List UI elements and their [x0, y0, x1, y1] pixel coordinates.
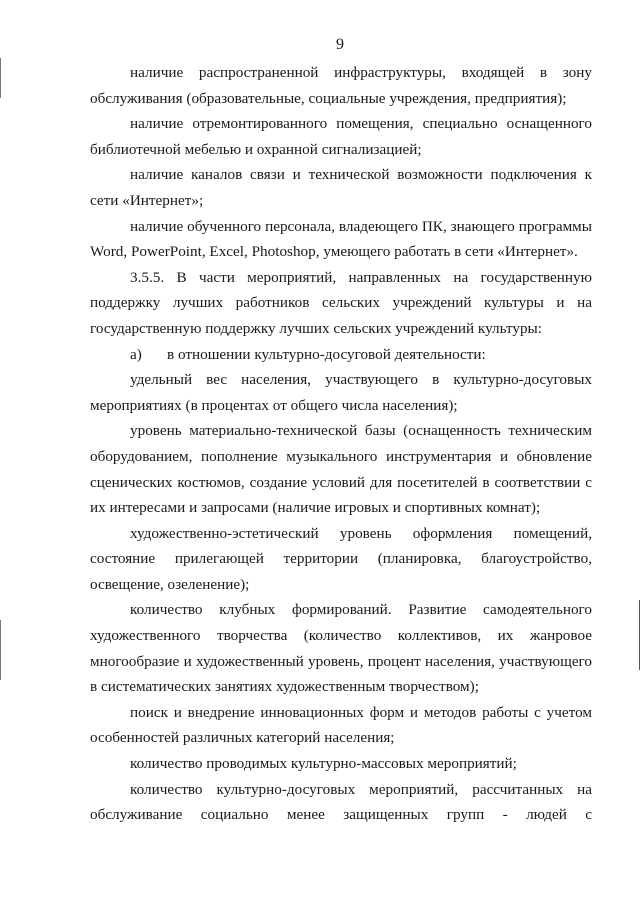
paragraph-aesthetic-level: художественно-эстетический уровень оформления помещений, состояние прилегающей территории (планировка, благоустройство, освещение, озеленение);	[90, 524, 592, 593]
paragraph-vulnerable-groups: количество культурно-досуговых мероприятий, рассчитанных на обслуживание социально менее защищенных групп - людей с	[90, 780, 592, 824]
page-number: 9	[336, 36, 344, 53]
paragraph-section-3-5-5: 3.5.5. В части мероприятий, направленных на государственную поддержку лучших работников сельских учреждений культуры и на государственную поддержку лучших сельских учреждений культуры:	[90, 268, 592, 337]
paragraph-internet: наличие каналов связи и технической возможности подключения к сети «Интернет»;	[90, 166, 592, 209]
paragraph-infrastructure: наличие распространенной инфраструктуры, входящей в зону обслуживания (образовательные, социальные учреждения, предприятия);	[90, 64, 592, 107]
scan-edge-mark	[0, 620, 1, 680]
paragraph-participation-share: удельный вес населения, участвующего в культурно-досуговых мероприятиях (в процентах от общего числа населения);	[90, 371, 592, 414]
scan-edge-mark	[0, 58, 1, 98]
paragraph-innovative-forms: поиск и внедрение инновационных форм и методов работы с учетом особенностей различных категорий населения;	[90, 703, 592, 747]
paragraph-premises: наличие отремонтированного помещения, специально оснащенного библиотечной мебелью и охранной сигнализацией;	[90, 115, 592, 158]
paragraph-club-formations: количество клубных формирований. Развитие самодеятельного художественного творчества (количество коллективов, их жанровое многообразие и художественный уровень, процент населения, участвующего в систематических занятиях художественным творчеством);	[90, 601, 592, 696]
paragraph-personnel: наличие обученного персонала, владеющего ПК, знающего программы Word, PowerPoint, Excel, Photoshop, умеющего работать в сети «Интернет».	[90, 217, 592, 261]
document-body	[90, 60, 592, 828]
list-item-marker: а)	[130, 345, 142, 363]
paragraph-material-base: уровень материально-технической базы (оснащенность техническим оборудованием, пополнение музыкального инструментария и обновление сценических костюмов, создание условий для посетителей в соответствии с их интересами и запросами (наличие игровых и спортивных комнат);	[90, 422, 592, 517]
paragraph-mass-events: количество проводимых культурно-массовых мероприятий;	[130, 755, 517, 773]
list-item-text: в отношении культурно-досуговой деятельности:	[167, 345, 486, 363]
list-item-a	[90, 342, 592, 368]
